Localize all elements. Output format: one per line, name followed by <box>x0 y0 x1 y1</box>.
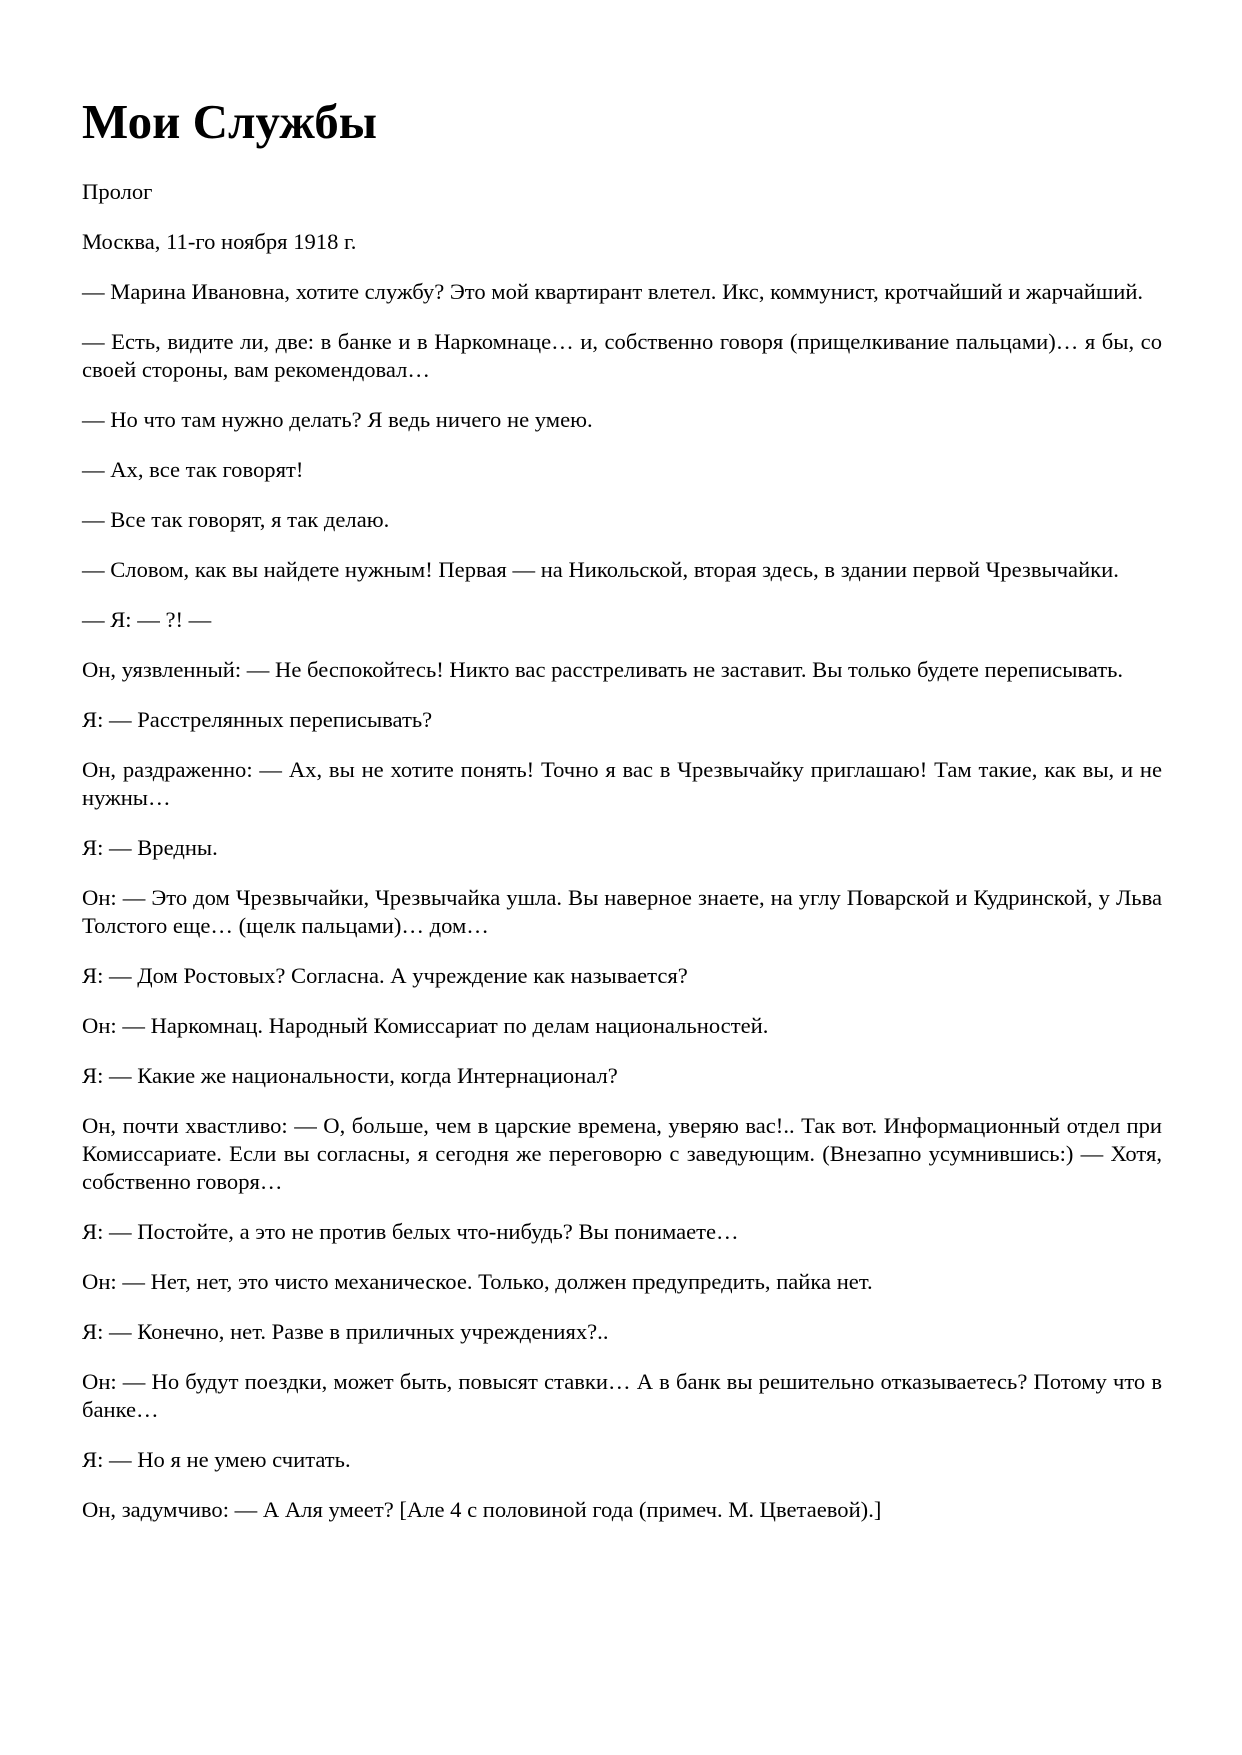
paragraph: Я: — Расстрелянных переписывать? <box>82 707 433 732</box>
paragraph: Он: — Это дом Чрезвычайки, Чрезвычайка ушла. Вы наверное знаете, на углу Поварской и Кудринской, у Льва Толстого еще… (щелк пальцами)… дом… <box>82 885 1162 938</box>
paragraph: Он, уязвленный: — Не беспокойтесь! Никто вас расстреливать не заставит. Вы только будете переписывать. <box>82 657 1124 682</box>
paragraph: — Словом, как вы найдете нужным! Первая — на Никольской, вторая здесь, в здании первой Чрезвычайки. <box>82 557 1119 582</box>
paragraph: — Ах, все так говорят! <box>82 457 304 482</box>
paragraph: Я: — Вредны. <box>82 835 218 860</box>
paragraph: Он, задумчиво: — А Аля умеет? [Але 4 с половиной года (примеч. М. Цветаевой).] <box>82 1497 882 1522</box>
paragraph: Он, почти хвастливо: — О, больше, чем в царские времена, уверяю вас!.. Так вот. Информационный отдел при Комиссариате. Если вы согласны, я сегодня же переговорю с заведующим. (Внезапно усумнившись:) — Хотя, собственно говоря… <box>82 1113 1162 1194</box>
paragraph: Я: — Конечно, нет. Разве в приличных учреждениях?.. <box>82 1319 609 1344</box>
section-heading-prologue: Пролог <box>82 179 153 204</box>
paragraph: — Но что там нужно делать? Я ведь ничего не умею. <box>82 407 593 432</box>
document-page <box>82 84 1162 1546</box>
paragraph: — Марина Ивановна, хотите службу? Это мой квартирант влетел. Икс, коммунист, кротчайший и жарчайший. <box>82 279 1144 304</box>
document-title: Мои Службы <box>82 94 377 149</box>
paragraph: Я: — Какие же национальности, когда Интернационал? <box>82 1063 618 1088</box>
paragraph: — Я: — ?! — <box>82 607 212 632</box>
paragraph: — Есть, видите ли, две: в банке и в Наркомнаце… и, собственно говоря (прищелкивание пальцами)… я бы, со своей стороны, вам рекомендовал… <box>82 329 1162 382</box>
paragraph: Он: — Но будут поездки, может быть, повысят ставки… А в банк вы решительно отказываетесь? Потому что в банке… <box>82 1369 1162 1422</box>
paragraph: — Все так говорят, я так делаю. <box>82 507 390 532</box>
paragraph: Я: — Но я не умею считать. <box>82 1447 351 1472</box>
paragraph: Я: — Дом Ростовых? Согласна. А учреждение как называется? <box>82 963 688 988</box>
paragraph: Он: — Нет, нет, это чисто механическое. Только, должен предупредить, пайка нет. <box>82 1269 873 1294</box>
paragraph: Он, раздраженно: — Ах, вы не хотите понять! Точно я вас в Чрезвычайку приглашаю! Там такие, как вы, и не нужны… <box>82 757 1162 810</box>
paragraph: Он: — Наркомнац. Народный Комиссариат по делам национальностей. <box>82 1013 769 1038</box>
dateline: Москва, 11-го ноября 1918 г. <box>82 229 357 254</box>
paragraph: Я: — Постойте, а это не против белых что-нибудь? Вы понимаете… <box>82 1219 739 1244</box>
